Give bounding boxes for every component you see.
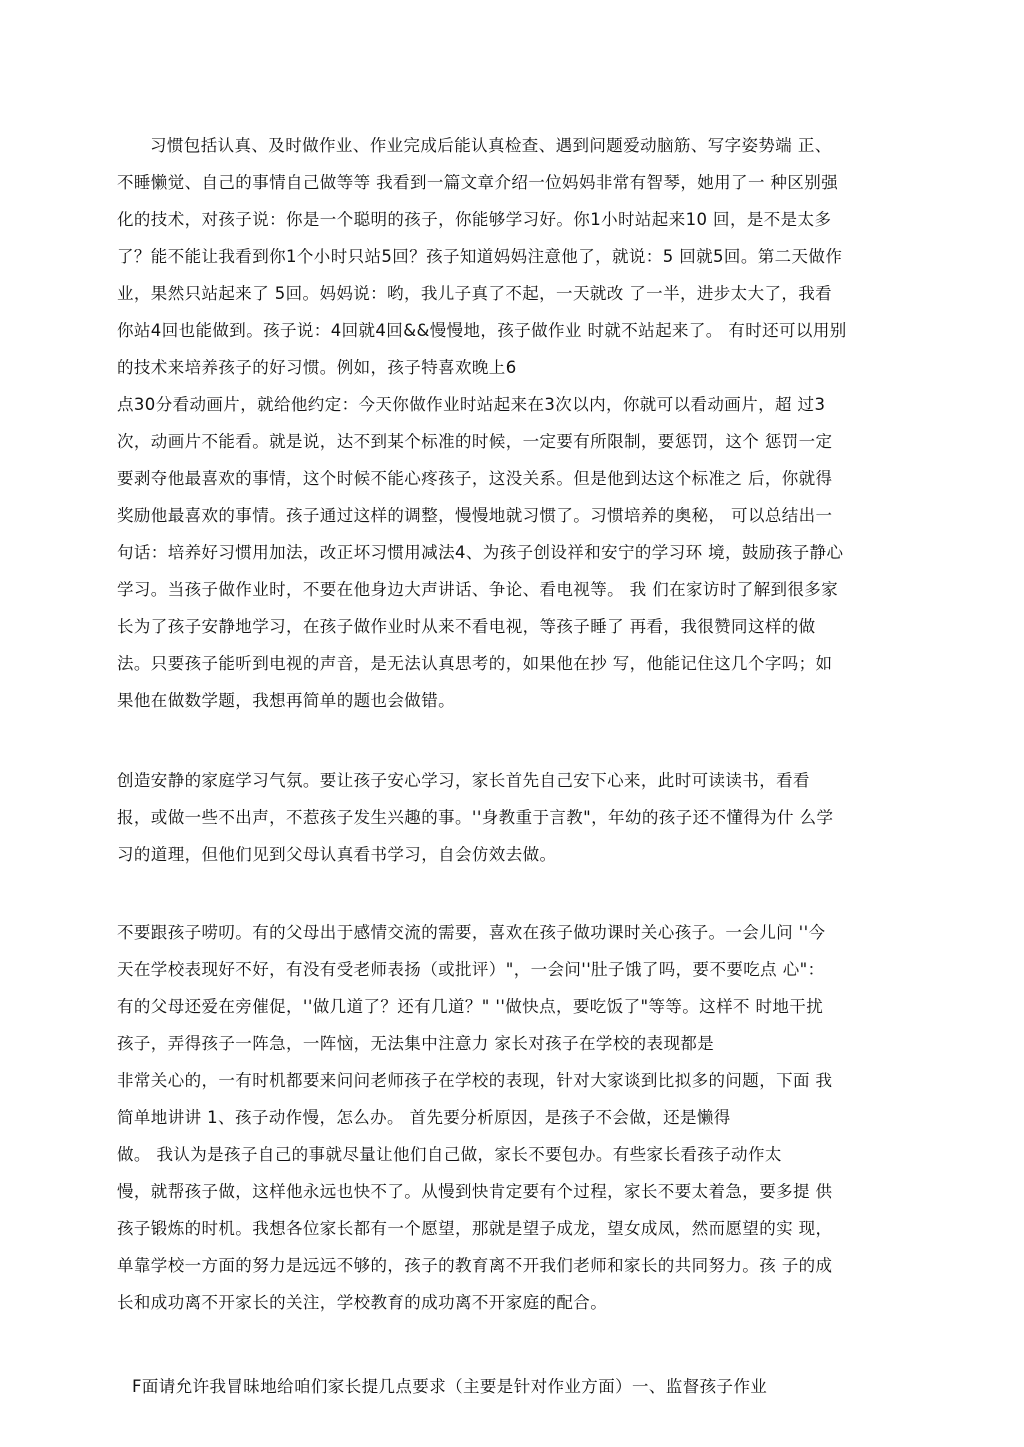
paragraph-1-line-1: 习惯包括认真、及时做作业、作业完成后能认真检查、遇到问题爱动脑筋、写字姿势端 正、 — [150, 136, 832, 155]
paragraph-3-line-3: 有的父母还爱在旁催促，''做几道了？还有几道？" ''做快点，要吃饭了"等等。这样不 时地干扰 — [117, 997, 824, 1016]
paragraph-2-line-3: 习的道理，但他们见到父母认真看书学习，自会仿效去做。 — [117, 845, 557, 864]
paragraph-1-line-7: 的技术来培养孩子的好习惯。例如，孩子特喜欢晚上6 — [117, 358, 517, 377]
paragraph-1-line-2: 不睡懒觉、自己的事情自己做等等 我看到一篇文章介绍一位妈妈非常有智琴，她用了一 种区别强 — [117, 173, 839, 192]
paragraph-3-line-5: 非常关心的，一有时机都要来问问老师孩子在学校的表现，针对大家谈到比拟多的问题，下面 我 — [117, 1071, 833, 1090]
paragraph-4-line-1: F面请允许我冒昧地给咱们家长提几点要求（主要是针对作业方面）一、监督孩子作业 — [132, 1377, 768, 1396]
paragraph-1-line-12: 句话：培养好习惯用加法，改正坏习惯用减法4、为孩子创设祥和安宁的学习环 境，鼓励孩子静心 — [117, 543, 844, 562]
paragraph-1-line-16: 果他在做数学题，我想再简单的题也会做错。 — [117, 691, 455, 710]
paragraph-1-line-5: 业，果然只站起来了 5回。妈妈说：哟，我儿子真了不起，一天就改 了一半，进步太大了，我看 — [117, 284, 833, 303]
paragraph-3-line-11: 长和成功离不开家长的关注，学校教育的成功离不开家庭的配合。 — [117, 1293, 608, 1312]
paragraph-1-line-8: 点30分看动画片，就给他约定：今天你做作业时站起来在3次以内，你就可以看动画片，超 过3 — [117, 395, 826, 414]
paragraph-1-line-9: 次，动画片不能看。就是说，达不到某个标准的时候，一定要有所限制，要惩罚，这个 惩罚一定 — [117, 432, 833, 451]
paragraph-1-line-11: 奖励他最喜欢的事情。孩子通过这样的调整，慢慢地就习惯了。习惯培养的奥秘， 可以总结出一 — [117, 506, 833, 525]
paragraph-1-line-3: 化的技术，对孩子说：你是一个聪明的孩子，你能够学习好。你1小时站起来10 回，是不是太多 — [117, 210, 832, 229]
paragraph-3-line-1: 不要跟孩子唠叨。有的父母出于感情交流的需要，喜欢在孩子做功课时关心孩子。一会儿问 ''今 — [117, 923, 826, 942]
paragraph-1-line-6: 你站4回也能做到。孩子说：4回就4回&&慢慢地，孩子做作业 时就不站起来了。 有时还可以用别 — [117, 321, 847, 340]
paragraph-1-line-4: 了？能不能让我看到你1个小时只站5回？孩子知道妈妈注意他了，就说：5 回就5回。第二天做作 — [117, 247, 843, 266]
paragraph-1-line-15: 法。只要孩子能听到电视的声音，是无法认真思考的，如果他在抄 写，他能记住这几个字吗；如 — [117, 654, 833, 673]
paragraph-1-line-14: 长为了孩子安静地学习，在孩子做作业时从来不看电视，等孩子睡了 再看，我很赞同这样的做 — [117, 617, 816, 636]
paragraph-3-line-7: 做。 我认为是孩子自己的事就尽量让他们自己做，家长不要包办。有些家长看孩子动作太 — [117, 1145, 782, 1164]
paragraph-3-line-8: 慢，就帮孩子做，这样他永远也快不了。从慢到快肯定要有个过程，家长不要太着急，要多提 供 — [117, 1182, 833, 1201]
paragraph-3-line-6: 简单地讲讲 1、孩子动作慢，怎么办。 首先要分析原因，是孩子不会做，还是懒得 — [117, 1108, 731, 1127]
paragraph-1-line-13: 学习。当孩子做作业时，不要在他身边大声讲话、争论、看电视等。 我 们在家访时了解到很多家 — [117, 580, 839, 599]
paragraph-3-line-4: 孩子，弄得孩子一阵急，一阵恼，无法集中注意力 家长对孩子在学校的表现都是 — [117, 1034, 715, 1053]
paragraph-3-line-10: 单靠学校一方面的努力是远远不够的，孩子的教育离不开我们老师和家长的共同努力。孩 子的成 — [117, 1256, 833, 1275]
paragraph-2-line-1: 创造安静的家庭学习气氛。要让孩子安心学习，家长首先自己安下心来，此时可读读书，看看 — [117, 771, 810, 790]
paragraph-1-line-10: 要剥夺他最喜欢的事情，这个时候不能心疼孩子，这没关系。但是他到达这个标准之 后，你就得 — [117, 469, 833, 488]
paragraph-3-line-2: 天在学校表现好不好，有没有受老师表扬（或批评）"，一会问''肚子饿了吗，要不要吃点 心"： — [117, 960, 825, 979]
paragraph-2-line-2: 报，或做一些不出声，不惹孩子发生兴趣的事。''身教重于言教"，年幼的孩子还不懂得为什 么学 — [117, 808, 834, 827]
paragraph-3-line-9: 孩子锻炼的时机。我想各位家长都有一个愿望，那就是望子成龙，望女成凤，然而愿望的实 现， — [117, 1219, 833, 1238]
